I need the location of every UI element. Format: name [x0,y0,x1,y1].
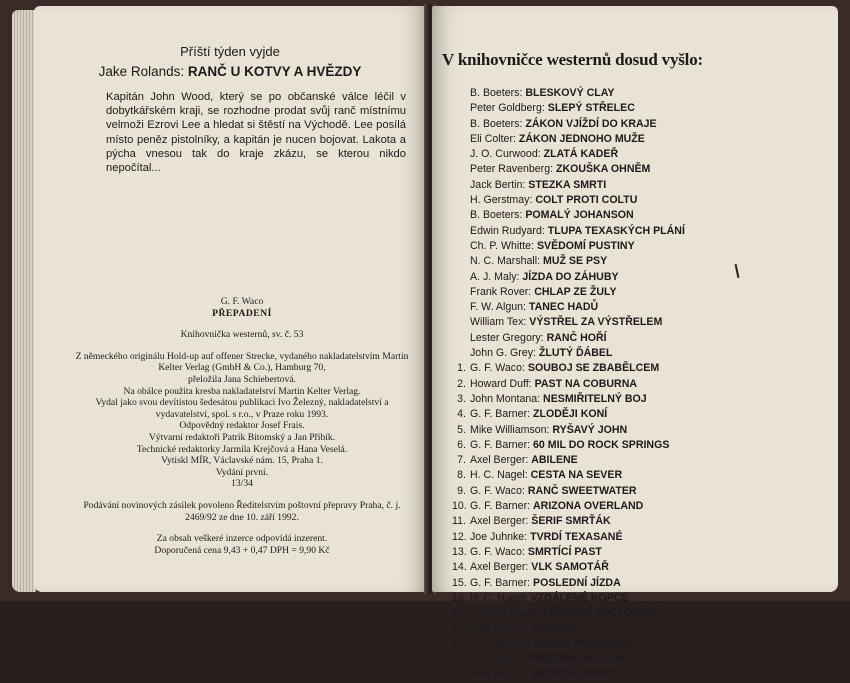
list-item [452,315,832,330]
imprint-series: Knihovnička westernů, sv. č. 53 [180,329,304,341]
item-author: Eli Colter: [470,132,516,145]
item-number: 19. [452,637,467,650]
list-item [452,484,832,499]
list-item [452,621,832,636]
list-item [452,239,832,254]
list-item [452,361,832,376]
item-author: William Tex: [470,316,527,329]
item-title: SOUBOJ SE ZBABĚLCEM [527,362,660,375]
item-author: Mike Williamson: [470,423,550,436]
item-author: Lester Gregory: [470,331,544,344]
item-number: 15. [452,576,467,589]
item-author: G. F. Barner: [470,408,531,421]
item-author: Joe Juhnke: [470,530,528,543]
imprint-translator: přeložila Jana Schiebertová. [188,373,296,385]
item-number: 6. [457,438,466,451]
item-title: TLUPA TEXASKÝCH PLÁNÍ [547,224,685,237]
item-title: ARIZONA OVERLAND [533,500,644,513]
list-item [452,193,832,208]
item-author: N. C. Marshall: [470,255,541,268]
item-title: ZÁKON JEDNOHO MUŽE [518,132,645,145]
list-item [452,377,832,392]
item-title: VLK SAMOTÁŘ [531,561,609,574]
item-number: 9. [457,484,466,497]
item-title: POSLEDNÍ JÍZDA [533,576,621,589]
item-author: G. F. Barner: [470,500,531,513]
imprint-postal: Podávání novinových zásilek povoleno Ředitelstvím poštovní přepravy Praha, č. j. 2469/92 ze dne 10. září 1992. [83,499,401,523]
item-title: RYŠAVÝ JOHN [552,423,628,436]
list-item [452,514,832,529]
list-item [452,86,832,101]
item-title: SMRTÍCÍ PAST [527,545,602,558]
next-title: RANČ U KOTVY A HVĚZDY [187,64,362,79]
item-title: POMALÝ JOHANSON [525,209,634,222]
imprint-publisher: Vydal jako svou devítistou šedesátou publikaci Ivo Železný, nakladatelství a vydavatelství, spol. s r.o., v Praze roku 1993. [95,397,389,420]
next-author: Jake Rolands: [98,64,185,79]
item-author: B. Boeters: [470,87,523,99]
item-title: CHLAP ZE ŽULY [534,285,617,298]
list-item [452,576,832,591]
item-title: ZKOUŠKA OHNĚM [556,163,651,176]
item-author: J. O. Curwood: [470,148,541,161]
list-item [452,300,832,315]
item-author: H. C. Nagel: [470,469,528,482]
list-item [452,453,832,468]
item-number: 5. [457,423,466,436]
list-item [452,331,832,346]
item-number: 14. [452,561,467,574]
list-heading: V knihovničce westernů dosud vyšlo: [442,50,703,69]
item-author: G. F. Barner: [470,637,531,650]
list-item [452,606,832,621]
imprint-edition: Vydání první. [215,466,269,478]
item-author: G. F. Waco: [470,484,525,497]
page-edges [12,10,36,592]
imprint-ads: Za obsah veškeré inzerce odpovídá inzerent. [156,533,328,545]
imprint-price: Doporučená cena 9,43 + 0,47 DPH = 9,90 Kč [154,544,330,556]
item-author: G. F. Barner: [470,576,531,589]
item-title: MUŽ SE PSY [543,255,608,268]
item-author: Ch. P. Whitte: [470,239,534,252]
item-title: MĚSÍČNÍ JEZDCI [531,668,617,681]
item-author: F. W. Algun: [470,301,526,314]
title-list [452,86,832,683]
item-title: NESMIŘITELNÝ BOJ [543,392,647,405]
item-number: 12. [452,530,467,543]
item-author: H. C. Nagel: [470,591,528,604]
list-item [452,101,832,116]
item-title: STEZKA SMRTI [528,178,607,191]
item-author: A. J. Maly: [470,270,520,283]
item-title: ŽLUTÝ ĎÁBEL [538,347,613,360]
list-item [452,423,832,438]
item-number: 18. [452,622,467,635]
list-item [452,285,832,300]
item-title: VŮDCE PAŠERÁKŮ [533,637,632,650]
item-title: PŘÍŠERNÝ NÁKLAD [527,652,630,665]
item-title: ŠERIF SMRŤÁK [531,515,611,528]
item-title: JÍZDA DO ZÁHUBY [522,270,619,283]
item-author: Frank Rover: [470,285,532,298]
item-number: 16. [452,591,467,604]
list-item [452,117,832,132]
item-author: G. F. Barner: [470,438,531,451]
list-item [452,468,832,483]
item-author: Jack Bertin: [470,178,526,191]
list-item [452,270,832,285]
item-title: RANČ HOŘÍ [546,331,607,344]
list-item [452,132,832,147]
item-number: 1. [457,362,466,375]
item-title: TANEC HADŮ [528,301,599,314]
item-title: RANČ SWEETWATER [527,484,637,497]
item-number: 4. [457,408,466,421]
list-item [452,392,832,407]
item-title: COLT PROTI COLTU [535,194,638,207]
list-item [452,545,832,560]
list-item [452,667,832,682]
item-author: G. F. Waco: [470,652,525,665]
list-item [452,254,832,269]
imprint-author: G. F. Waco [220,296,264,307]
item-author: Peter Ravenberg: [470,163,554,176]
item-number: 11. [452,515,466,528]
list-item [452,407,832,422]
item-number: 7. [457,454,466,467]
item-number: 3. [457,392,466,405]
list-item [452,530,832,545]
list-item [452,224,832,239]
imprint-art-editors: Výtvarní redaktoři Patrik Bitomský a Jan Příbík. [148,431,336,443]
item-number: 20. [452,652,467,665]
item-title: ZÁKON VJÍŽDÍ DO KRAJE [525,117,657,130]
list-item [452,208,832,223]
item-title: VZDÁLENÉ KOPCE [530,591,629,604]
imprint [74,296,410,556]
list-item [452,147,832,162]
list-item [452,591,832,606]
item-title: ABILENE [531,454,578,467]
item-author: Axel Berger: [470,668,529,681]
item-title: SLEPÝ STŘELEC [547,102,635,115]
item-author: Axel Berger: [470,515,529,528]
list-item [452,178,832,193]
imprint-origin: Z německého originálu Hold-up auf offener Strecke, vydaného nakladatelstvím Martin Kelter Verlag (GmbH & Co.), Hamburg 70, [75,350,409,374]
left-page [34,6,426,592]
item-author: Howard Duff: [470,377,532,390]
item-author: H. Gerstmay: [470,194,533,207]
item-title: PŘICHÁZÍ ZÚČTOVÁNÍ [542,607,658,620]
blurb: Kapitán John Wood, který se po občanské válce léčil v dobytkářském kraji, se rozhodne prodat svůj ranč místnímu velmoži Ezrovi Lee a hledat si štěstí na Východě. Lee posílá místo peněz pistolníky, a kapitán je nucen bojovat. Lakota a pýcha vnesou tak do kraje zkázu, se kterou nikdo nepočítal... [106,91,406,175]
item-number: 10. [452,500,467,513]
item-title: SVĚDOMÍ PUSTINY [536,239,635,252]
list-item [452,637,832,652]
list-item [452,499,832,514]
imprint-title: PŘEPADENÍ [212,307,272,319]
imprint-editor: Odpovědný redaktor Josef Frais. [179,420,305,432]
next-book-line [34,64,426,79]
item-author: Charles Boast: [470,607,540,620]
item-title: ZLODĚJI KONÍ [533,408,608,421]
right-page [432,6,838,681]
item-author: John G. Grey: [470,347,536,360]
list-item [452,652,832,667]
item-author: G. F. Waco: [470,362,525,375]
item-title: 60 MIL DO ROCK SPRINGS [533,438,670,451]
item-author: B. Boeters: [470,117,523,130]
next-week-label: Příští týden vyjde [180,44,280,59]
item-number: 21. [452,668,467,681]
item-title: VÝSTŘEL ZA VÝSTŘELEM [529,316,663,329]
item-number: 17. [452,607,467,620]
item-title: BLESKOVÝ CLAY [525,87,615,99]
imprint-tech-editors: Technické redaktorky Jarmila Krejčová a Hana Veselá. [136,443,348,455]
list-item [452,162,832,177]
item-number: 2. [457,377,466,390]
item-title: CESTA NA SEVER [530,469,623,482]
item-title: ZRÁDCE [531,622,576,635]
item-number: 13. [452,545,467,558]
item-author: G. F. Waco: [470,545,525,558]
imprint-cover: Na obálce použita kresba nakladatelství Martin Kelter Verlag. [123,385,361,397]
item-number: 8. [457,469,466,482]
item-title: PAST NA COBURNA [534,377,637,390]
item-title: TVRDÍ TEXASANÉ [530,530,623,543]
list-item [452,346,832,361]
list-item [452,438,832,453]
imprint-code: 13/34 [231,478,253,490]
item-author: Axel Berger: [470,454,529,467]
imprint-printer: Vytiskl MÍR, Václavské nám. 15, Praha 1. [161,455,323,467]
item-author: Axel Berger: [470,561,529,574]
item-title: ZLATÁ KADEŘ [543,148,619,161]
list-item [452,560,832,575]
item-author: Peter Goldberg: [470,102,545,115]
item-author: John Montana: [470,392,541,405]
item-author: Edwin Rudyard: [470,224,545,237]
item-author: Axel Berger: [470,622,529,635]
item-author: B. Boeters: [470,209,523,222]
